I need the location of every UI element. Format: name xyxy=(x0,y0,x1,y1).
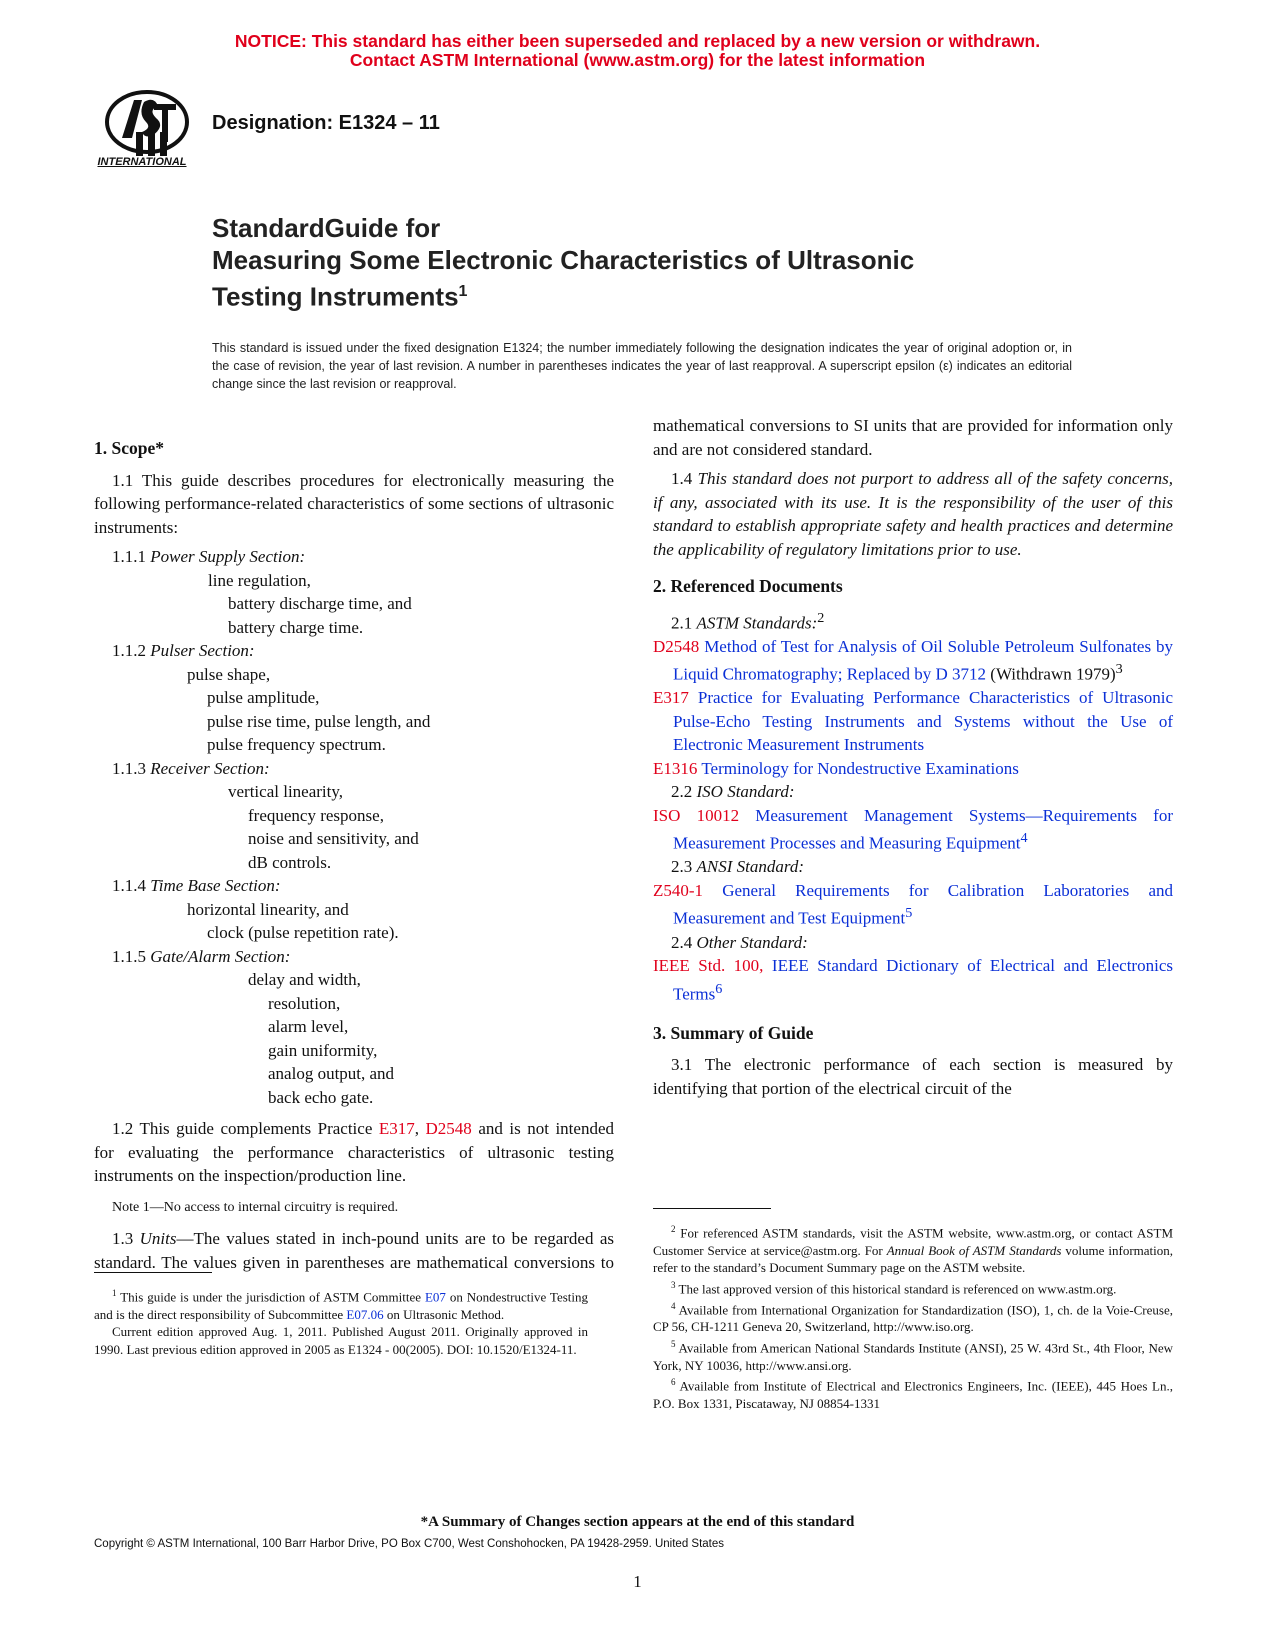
title-footnote-mark: 1 xyxy=(458,283,468,300)
footnote-6: $^6$ Available from Institute of Electrical and Electronics Engineers, Inc. (IEEE), 445 Hoes Ln., P.O. Box 1331, Piscataway, NJ 08854-1331 xyxy=(653,1377,1173,1412)
para-1-4: 1.4 This standard does not purport to address all of the safety concerns, if any, associated with its use. It is the responsibility of the user of this standard to establish appropriate safety and health practices and determine the applicability of regulatory limitations prior to use. xyxy=(653,469,1173,559)
copyright: Copyright © ASTM International, 100 Barr Harbor Drive, PO Box C700, West Conshohocken, PA 19428-2959. United States xyxy=(94,1538,725,1550)
list-item: battery charge time. xyxy=(228,617,364,637)
para-1-2: 1.2 This guide complements Practice E317, D2548 and is not intended for evaluating the performance characteristics of ultrasonic testing instruments on the inspection/production line. xyxy=(94,1119,614,1185)
list-item: resolution, xyxy=(268,993,341,1013)
ref-ieee-100[interactable]: IEEE Std. 100, IEEE Standard Dictionary of Electrical and Electronics Terms$^6$ xyxy=(653,956,1173,1004)
logo-text: INTERNATIONAL xyxy=(97,156,187,168)
title-line-1: StandardGuide for xyxy=(212,213,441,243)
section-1-1-1: 1.1.1 Power Supply Section: xyxy=(112,547,306,566)
notice-line-2: Contact ASTM International (www.astm.org) for the latest information xyxy=(349,50,926,70)
list-item: line regulation, xyxy=(208,570,311,590)
para-3-1: 3.1 The electronic performance of each section is measured by identifying that portion of the electrical circuit of the xyxy=(653,1055,1173,1098)
link-d2548[interactable]: D2548 xyxy=(425,1119,472,1138)
notice-line-1: NOTICE: This standard has either been superseded and replaced by a new version or withdrawn. xyxy=(234,31,1041,51)
document-title xyxy=(212,212,914,313)
list-item: delay and width, xyxy=(248,970,361,989)
list-item: dB controls. xyxy=(248,852,332,872)
ref-e317[interactable]: E317 Practice for Evaluating Performance Characteristics of Ultrasonic Pulse-Echo Testing Instruments and Systems without the Use of Electronic Measurement Instruments xyxy=(653,688,1173,755)
footnote-2: $^2$ For referenced ASTM standards, visit the ASTM website, www.astm.org, or contact ASTM Customer Service at service@astm.org. For Annual Book of ASTM Standards volume information, refer to the standard’s Document Summary page on the ASTM website. xyxy=(653,1224,1174,1276)
footnote-4: $^4$ Available from International Organization for Standardization (ISO), 1, ch. de la Voie-Creuse, CP 56, CH-1211 Geneva 20, Switzerland, http://www.iso.org. xyxy=(653,1300,1173,1335)
list-item: analog output, and xyxy=(268,1064,395,1083)
list-item: frequency response, xyxy=(248,805,384,825)
section-2-1: 2.1 ASTM Standards:$^2$ xyxy=(671,609,825,633)
designation: Designation: E1324 – 11 xyxy=(212,112,440,134)
section-2-2: 2.2 ISO Standard: xyxy=(671,782,795,802)
gate-alarm-list xyxy=(94,968,614,1109)
right-footnotes xyxy=(653,1208,1173,1413)
receiver-list xyxy=(94,780,614,874)
section-2-3: 2.3 ANSI Standard: xyxy=(671,857,805,877)
summary-of-changes-note: *A Summary of Changes section appears at the end of this standard xyxy=(420,1514,855,1530)
list-item: pulse frequency spectrum. xyxy=(207,735,386,754)
link-e07-06[interactable]: E07.06 xyxy=(346,1306,384,1322)
title-line-2: Measuring Some Electronic Characteristics of Ultrasonic xyxy=(212,245,915,275)
right-column xyxy=(653,414,1173,1106)
list-item: pulse rise time, pulse length, and xyxy=(207,711,431,731)
list-item: vertical linearity, xyxy=(228,782,344,801)
ref-e1316[interactable]: E1316 Terminology for Nondestructive Examinations xyxy=(653,758,1019,778)
astm-logo xyxy=(92,88,202,178)
list-item: back echo gate. xyxy=(268,1087,374,1107)
summary-heading: 3. Summary of Guide xyxy=(653,1022,814,1043)
power-supply-list xyxy=(94,569,614,640)
list-item: alarm level, xyxy=(268,1017,349,1036)
ref-iso-10012[interactable]: ISO 10012 Measurement Management Systems—Requirements for Measurement Processes and Measuring Equipment$^4$ xyxy=(653,805,1173,853)
ref-z540-1[interactable]: Z540-1 General Requirements for Calibration Laboratories and Measurement and Test Equipment$^5$ xyxy=(653,880,1173,929)
referenced-heading: 2. Referenced Documents xyxy=(653,576,843,596)
footnote-3: $^3$ The last approved version of this historical standard is referenced on www.astm.org. xyxy=(671,1279,1117,1297)
footnote-rule xyxy=(653,1208,771,1209)
list-item: horizontal linearity, and xyxy=(187,899,349,919)
list-item: pulse amplitude, xyxy=(207,688,320,707)
ref-d2548[interactable]: D2548 Method of Test for Analysis of Oil Soluble Petroleum Sulfonates by Liquid Chromatography; Replaced by D 3712 (Withdrawn 1979)$^3$ xyxy=(653,636,1173,684)
para-1-1: 1.1 This guide describes procedures for electronically measuring the following performance-related characteristics of some sections of ultrasonic instruments: xyxy=(94,470,614,537)
footnote-1-edition: Current edition approved Aug. 1, 2011. Published August 2011. Originally approved in 1990. Last previous edition approved in 2005 as E1324 - 00(2005). DOI: 10.1520/E1324-11. xyxy=(94,1324,588,1357)
list-item: battery discharge time, and xyxy=(228,594,412,613)
section-1-1-4: 1.1.4 Time Base Section: xyxy=(112,876,281,895)
list-item: pulse shape, xyxy=(187,664,271,684)
scope-heading: 1. Scope* xyxy=(94,438,164,458)
list-item: noise and sensitivity, and xyxy=(248,829,419,848)
section-2-4: 2.4 Other Standard: xyxy=(671,932,808,952)
pulser-list xyxy=(94,663,614,757)
para-1-3-continued: mathematical conversions to SI units that are provided for information only and are not considered standard. xyxy=(653,416,1173,459)
footnote-1: $^1$ This guide is under the jurisdiction of ASTM Committee E07 on Nondestructive Testing and is the direct responsibility of Subcommittee E07.06 on Ultrasonic Method. xyxy=(94,1288,588,1322)
section-1-1-2: 1.1.2 Pulser Section: xyxy=(112,641,255,660)
footnote-rule xyxy=(94,1272,212,1273)
para-1-3: 1.3 Units—The values stated in inch-pound units are to be regarded as standard. The values given in parentheses are mathematical conversions to xyxy=(94,1229,614,1272)
page-number: 1 xyxy=(633,1572,642,1591)
note-1: Note 1—No access to internal circuitry is required. xyxy=(112,1199,399,1215)
link-e317[interactable]: E317 xyxy=(378,1119,415,1138)
section-1-1-5: 1.1.5 Gate/Alarm Section: xyxy=(112,946,291,966)
section-1-1-3: 1.1.3 Receiver Section: xyxy=(112,758,270,778)
left-column xyxy=(94,433,614,1280)
link-e07[interactable]: E07 xyxy=(424,1289,446,1305)
title-line-3: Testing Instruments$^1$ xyxy=(212,281,468,312)
list-item: gain uniformity, xyxy=(268,1040,378,1060)
list-item: clock (pulse repetition rate). xyxy=(207,923,399,942)
preamble: This standard is issued under the fixed designation E1324; the number immediately following the designation indicates the year of original adoption or, in the case of revision, the year of last revision. A number in parentheses indicates the year of last reapproval. A superscript epsilon (ε) indicates an editorial change since the last revision or reapproval. xyxy=(212,341,1072,391)
supersede-notice xyxy=(0,32,1275,70)
left-footnotes xyxy=(94,1272,588,1358)
footnote-5: $^5$ Available from American National Standards Institute (ANSI), 25 W. 43rd St., 4th Floor, New York, NY 10036, http://www.ansi.org. xyxy=(653,1338,1173,1373)
time-base-list xyxy=(94,898,614,945)
